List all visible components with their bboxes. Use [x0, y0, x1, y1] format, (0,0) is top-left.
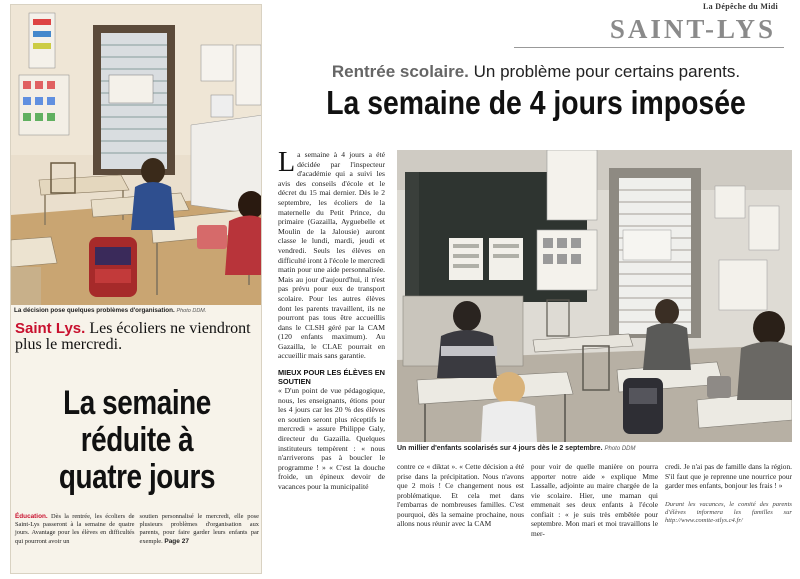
section-tag: Éducation.: [15, 513, 48, 520]
kicker-location: Saint Lys.: [15, 320, 86, 337]
column-2-text: soutien personnalisé le mercredi, elle pose plusieurs problèmes d'organisation aux parents, pour faire garder leurs enfants par exemple.: [139, 513, 259, 545]
body-quote: « D'un point de vue pédagogique, nous, les enseignants, étions pour les 4 jours car les 20 % des élèves en soutien seront plus réceptifs le mercredi » assure Philippe Galy, directeur du Gazailla. Quelques instituteurs tempèrent : « nous n'arriverons pas à boucler le programme ! » « C'est la douche froide, un épineux devoir de vacances pour la municipalité: [278, 386, 385, 491]
left-clipping: [10, 4, 262, 574]
article-columns-right: [397, 462, 792, 538]
column-1-text: Dès la rentrée, les écoliers de Saint-Lys passeront à la semaine de quatre jours. Avantage pour les élèves en difficultés qui pourront avoir un: [15, 513, 135, 545]
photo-caption-left: [14, 307, 260, 314]
classroom-photo-left: [11, 5, 262, 305]
section-title: SAINT-LYS: [609, 14, 776, 44]
right-clipping: [266, 0, 796, 579]
section-rule: [514, 47, 784, 48]
caption-credit: Photo DDM.: [176, 308, 207, 314]
body-intro: a semaine à 4 jours a été décidée par l'inspecteur d'académie qui a suivi les avis des conseils d'école et le décret du 15 mai dernier. Dès le 2 septembre, les écoliers de la maternelle du Petit Prince, du primaire (Gazailla, Ayguebelle et Moulin de la Jalousie) auront classe le lundi, mardi, jeudi et vendredi. Seuls les élèves en difficulté iront à l'école le mercredi matin pour une aide personnalisée. Mais au jour d'aujourd'hui, il n'est pas prévu pour eux de transport scolaire. Pour les autres élèves dont les parents travaillent, ils ne pourront pas tous être accueillis dans le CLSH géré par la CAM (120 enfants maximum). Au Gazailla, le CLAE pourrait en accueillir mais sans garantie.: [278, 150, 385, 361]
caption-text: Un millier d'enfants scolarisés sur 4 jours dès le 2 septembre.: [397, 445, 603, 452]
column-1: [15, 513, 135, 546]
kicker-text: Un problème pour certains parents.: [473, 62, 741, 81]
column-2: [140, 513, 260, 546]
kicker-bold: Rentrée scolaire.: [331, 62, 469, 81]
kicker-left: [15, 321, 261, 353]
photo-caption-right: [397, 445, 792, 452]
article-columns-left: [15, 513, 259, 546]
drop-cap: L: [278, 147, 296, 178]
newspaper-masthead: La Dépêche du Midi: [703, 2, 778, 11]
column-2: pour voir de quelle manière on pourra apporter notre aide » explique Mme Lassalle, adjointe au maire chargée de la vie scolaire. Hier, une maman qui emmenait ses deux enfants à l'école confiait : « je suis très embêtée pour septembre. Mon mari et moi travaillons le mer-: [531, 462, 658, 538]
headline-left: La semaine réduite à quatre jours: [58, 384, 216, 496]
column-3-text: credi. Je n'ai pas de famille dans la région. S'il faut que je reprenne une nourrice pour garder mes enfants, bonjour les frais ! »: [665, 462, 792, 490]
column-1: contre ce « diktat ». « Cette décision a été prise dans la précipitation. Nous n'avons que 2 mois ! Ce changement nous est problématique. Et cela met dans l'embarras de nombreuses familles. C'est pourquoi, dès la semaine prochaine, nous allons nous réunir avec la CAM: [397, 462, 524, 528]
column-3: [665, 462, 792, 538]
parents-committee-note: Durant les vacances, le comité des parents d'élèves informera les familles sur http://www.comite-stlys.c4.fr/: [665, 500, 792, 525]
classroom-photo-right: [397, 150, 792, 442]
subhead: MIEUX POUR LES ÉLÈVES EN SOUTIEN: [278, 368, 385, 387]
kicker-right: [276, 62, 796, 82]
caption-credit: Photo DDM: [604, 446, 636, 452]
article-body-right: [278, 147, 385, 492]
kicker-text: Les écoliers ne viendront plus le mercredi.: [15, 320, 251, 353]
page-reference: Page 27: [164, 537, 189, 545]
headline-right: La semaine de 4 jours imposée: [326, 84, 746, 121]
caption-text: La décision pose quelques problèmes d'organisation.: [14, 307, 175, 314]
